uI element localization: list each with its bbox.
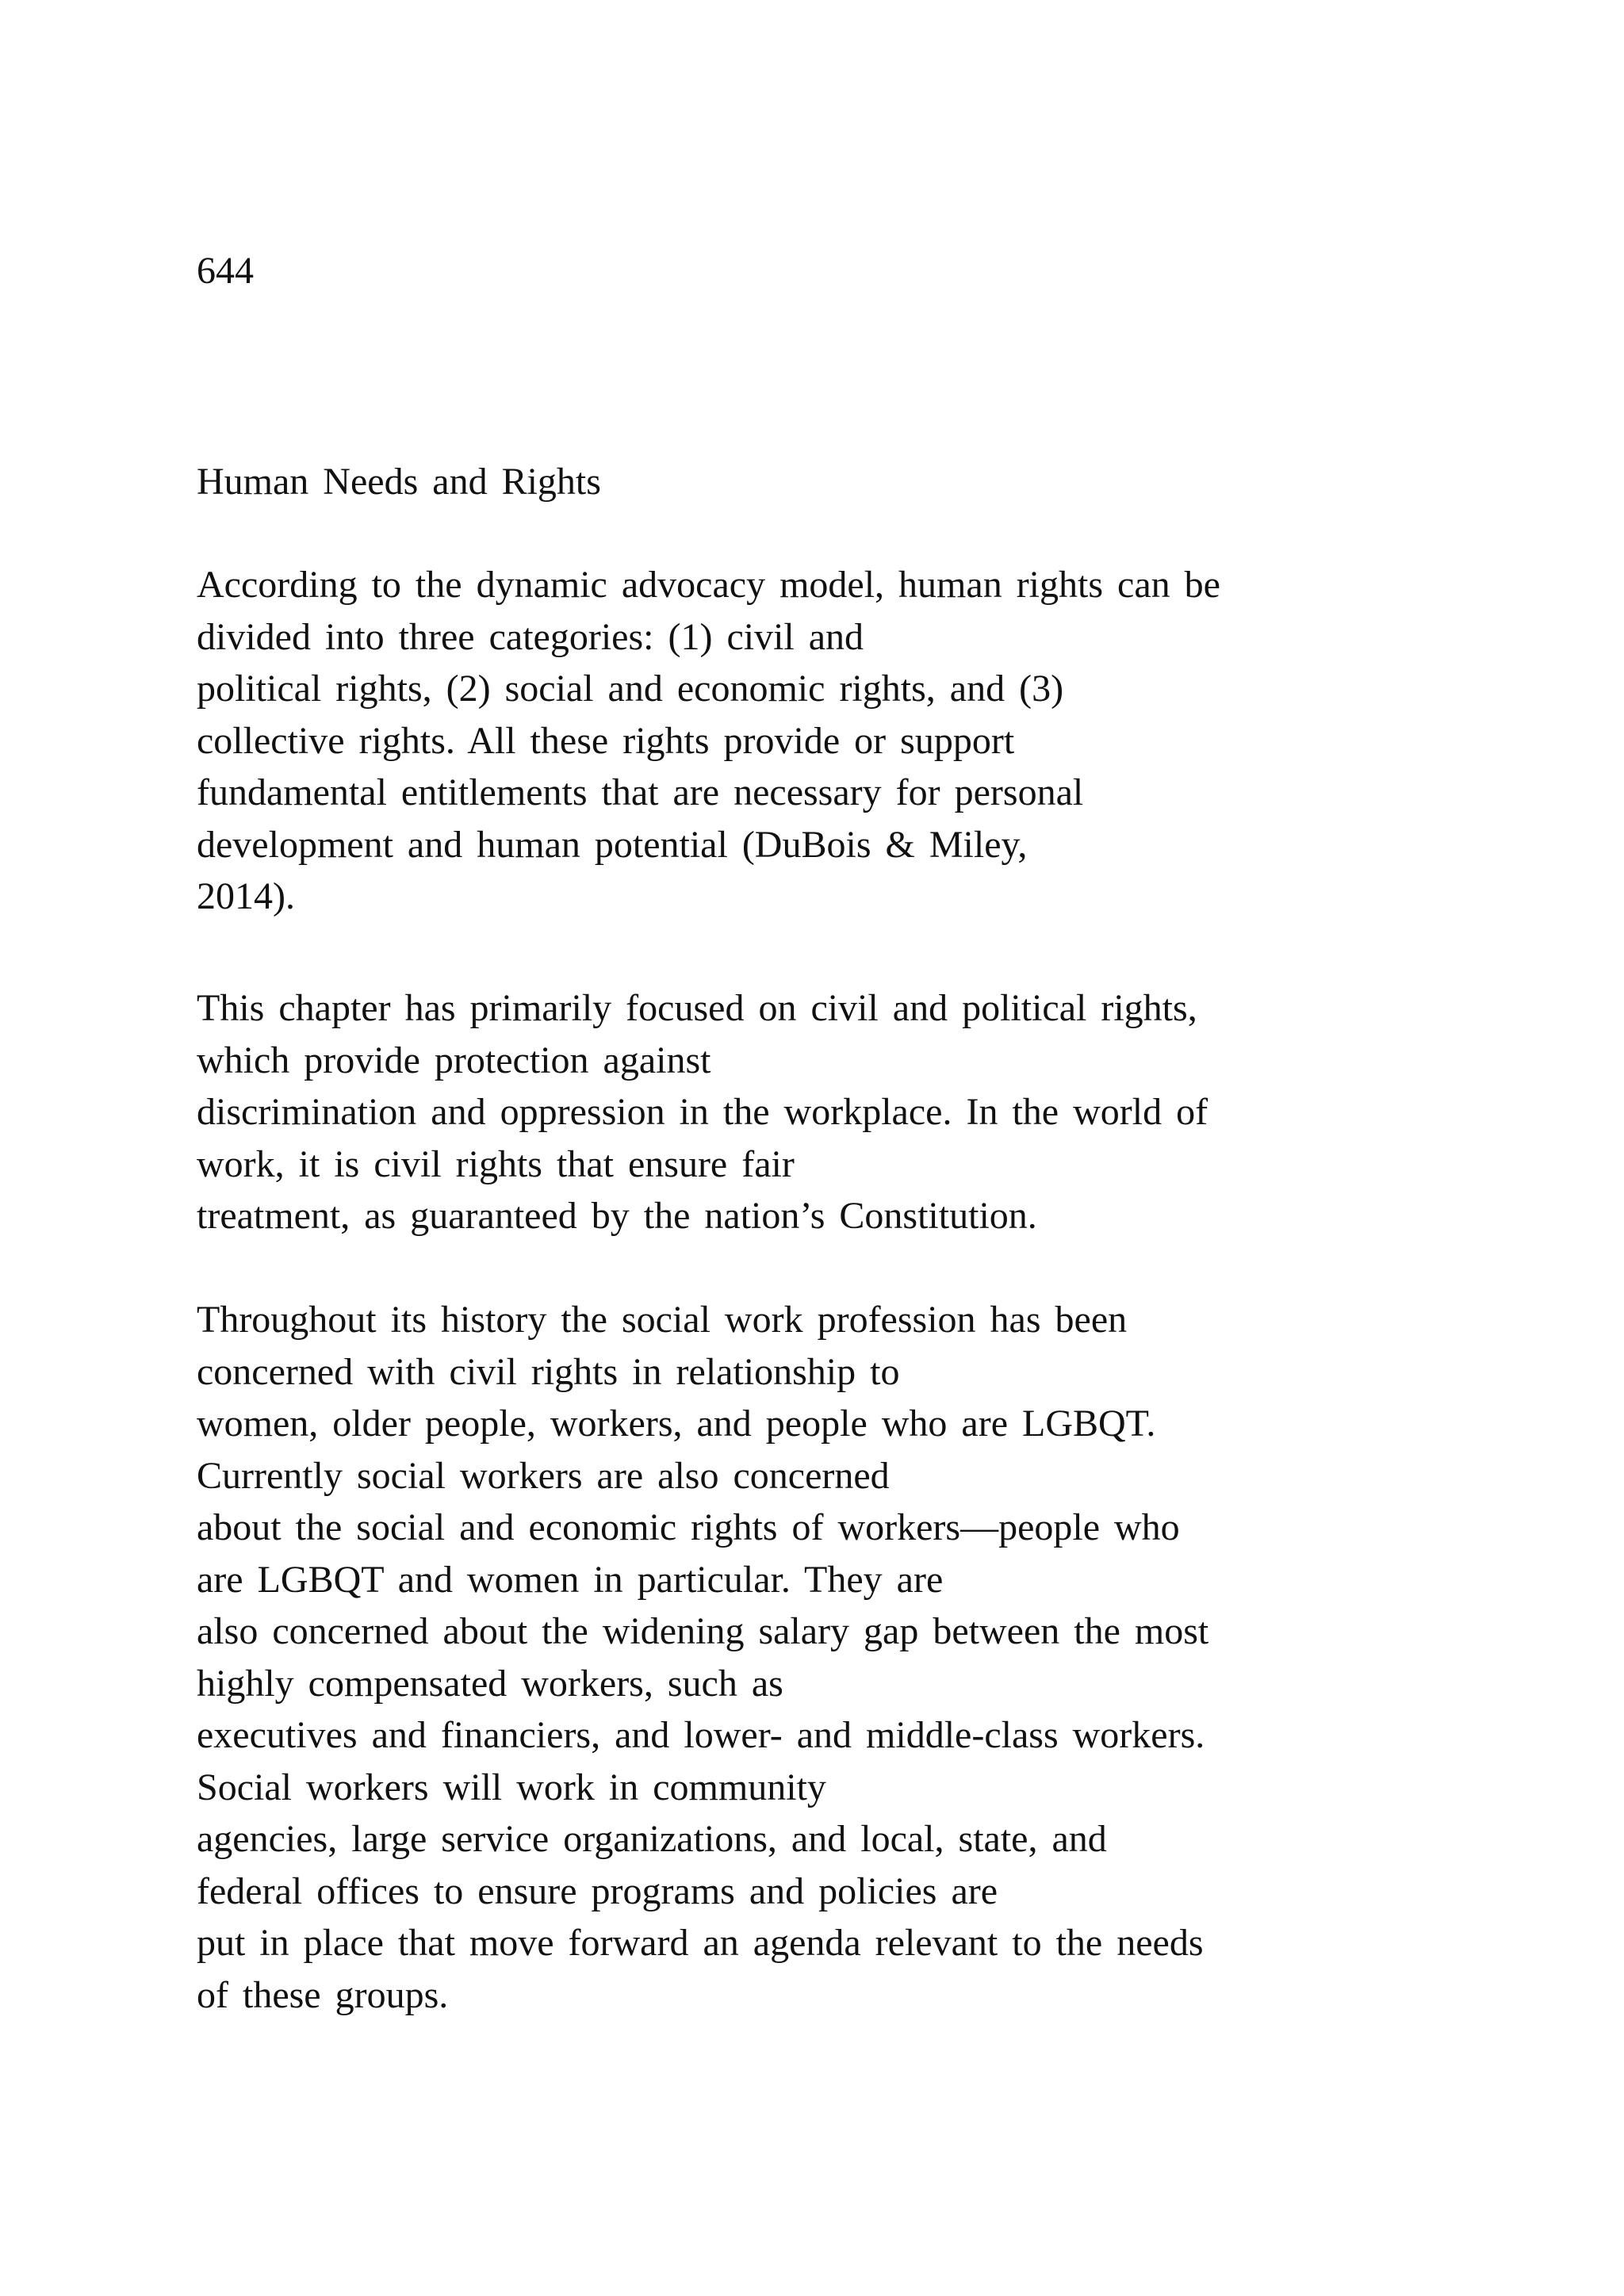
text-line: women, older people, workers, and people who are LGBQT.	[197, 1402, 1156, 1445]
text-line: collective rights. All these rights provide or support	[197, 719, 1015, 762]
text-line: put in place that move forward an agenda relevant to the needs	[197, 1922, 1204, 1964]
text-line: development and human potential (DuBois & Miley,	[197, 823, 1028, 866]
text-line: work, it is civil rights that ensure fair	[197, 1142, 795, 1185]
text-line: 2014).	[197, 875, 295, 917]
text-line: treatment, as guaranteed by the nation’s Constitution.	[197, 1195, 1037, 1237]
text-line: political rights, (2) social and economic rights, and (3)	[197, 668, 1064, 710]
paragraph-social-work-history	[197, 1294, 1208, 2021]
text-line: Currently social workers are also concerned	[197, 1454, 890, 1497]
text-line: executives and financiers, and lower- and middle-class workers.	[197, 1714, 1205, 1756]
text-line: Social workers will work in community	[197, 1766, 826, 1808]
text-line: are LGBQT and women in particular. They are	[197, 1558, 944, 1601]
text-line: According to the dynamic advocacy model, human rights can be	[197, 564, 1220, 606]
paragraph-rights-categories	[197, 559, 1220, 923]
text-line: This chapter has primarily focused on civil and political rights,	[197, 987, 1197, 1029]
text-line: agencies, large service organizations, and local, state, and	[197, 1818, 1107, 1860]
text-line: fundamental entitlements that are necessary for personal	[197, 771, 1084, 813]
text-line: concerned with civil rights in relationship to	[197, 1350, 900, 1393]
text-line: Throughout its history the social work profession has been	[197, 1299, 1128, 1341]
text-line: discrimination and oppression in the workplace. In the world of	[197, 1091, 1208, 1133]
paragraph-civil-political-rights	[197, 982, 1208, 1242]
text-line: divided into three categories: (1) civil and	[197, 615, 864, 658]
text-line: also concerned about the widening salary gap between the most	[197, 1610, 1209, 1652]
text-line: federal offices to ensure programs and policies are	[197, 1869, 998, 1912]
text-line: about the social and economic rights of workers—people who	[197, 1506, 1180, 1548]
text-line: of these groups.	[197, 1973, 449, 2016]
page-number: 644	[197, 250, 254, 292]
text-line: highly compensated workers, such as	[197, 1662, 783, 1705]
section-title: Human Needs and Rights	[197, 461, 601, 503]
text-line: which provide protection against	[197, 1039, 711, 1081]
